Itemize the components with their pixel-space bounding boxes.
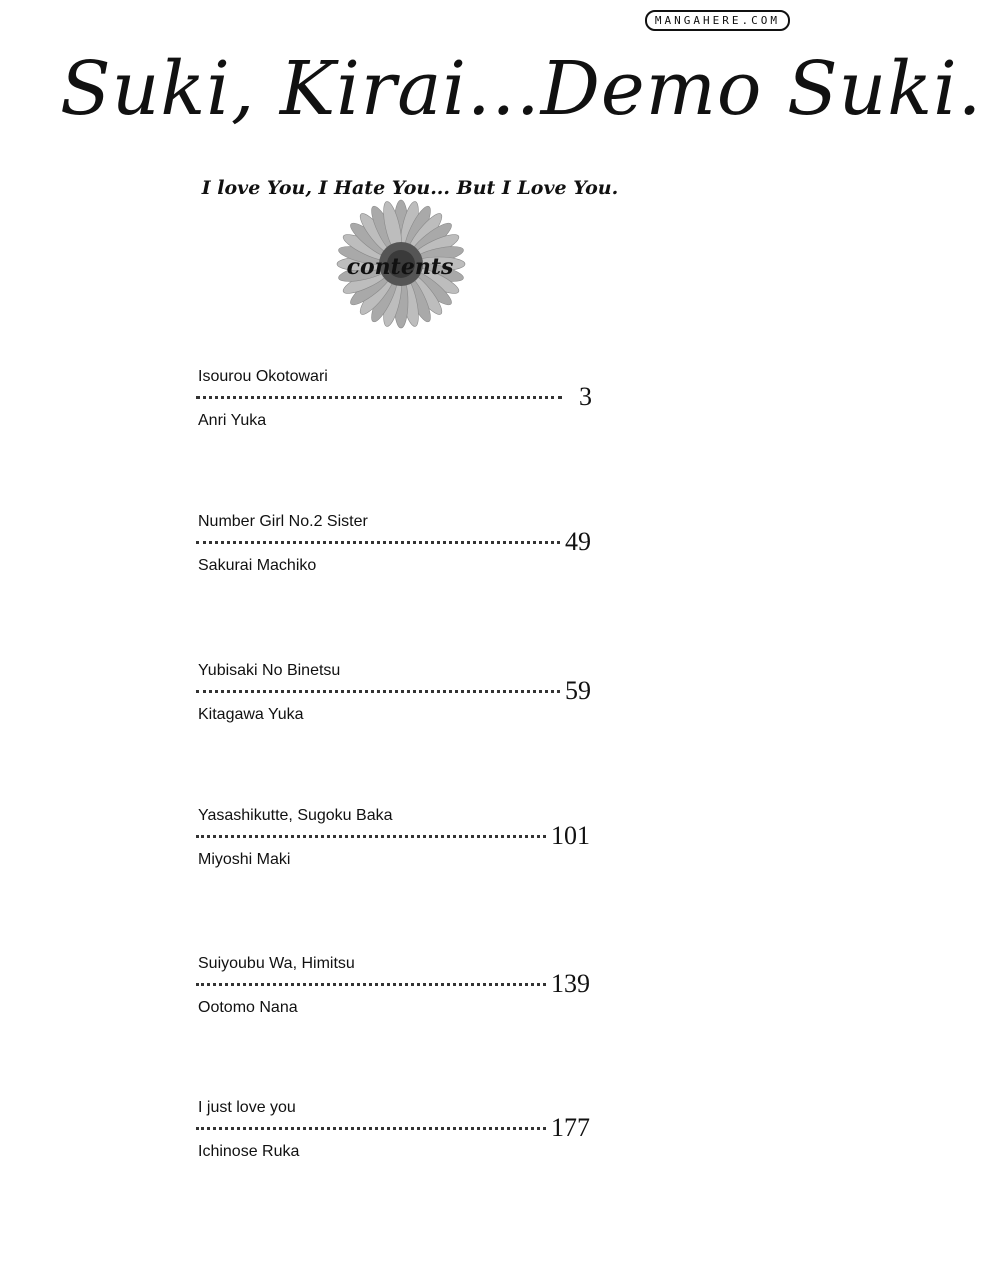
page-number: 3: [579, 382, 592, 411]
entry-author: Ichinose Ruka: [198, 1143, 300, 1160]
entry-title: I just love you: [198, 1099, 296, 1116]
toc-entry[interactable]: [196, 807, 600, 877]
entry-author: Anri Yuka: [198, 412, 267, 429]
dot-leader: [196, 541, 560, 546]
entry-author: Sakurai Machiko: [198, 557, 317, 574]
dot-leader: [196, 835, 546, 840]
entry-author: Kitagawa Yuka: [198, 706, 304, 723]
toc-entry[interactable]: [196, 513, 600, 583]
toc-entry[interactable]: [196, 1099, 600, 1169]
entry-author: Ootomo Nana: [198, 999, 298, 1016]
page-number: 49: [565, 527, 591, 556]
entry-title: Suiyoubu Wa, Himitsu: [198, 955, 355, 972]
entry-title: Yubisaki No Binetsu: [198, 662, 341, 679]
dot-leader: [196, 690, 560, 695]
book-subtitle: I love You, I Hate You... But I Love You.: [201, 177, 619, 199]
toc-entry[interactable]: [196, 955, 600, 1025]
entry-title: Isourou Okotowari: [198, 368, 328, 385]
entry-title: Number Girl No.2 Sister: [198, 513, 368, 530]
site-watermark: MANGAHERE.COM: [645, 10, 790, 31]
book-title: Suki, Kirai...Demo Suki.: [60, 46, 982, 132]
page-number: 139: [551, 969, 590, 998]
entry-author: Miyoshi Maki: [198, 851, 291, 868]
dot-leader: [196, 396, 562, 401]
page-number: 101: [551, 821, 590, 850]
toc-entry[interactable]: [196, 662, 600, 732]
dot-leader: [196, 1127, 546, 1132]
toc-entry[interactable]: [196, 368, 600, 438]
dot-leader: [196, 983, 546, 988]
contents-heading: contents: [346, 254, 454, 280]
page-number: 177: [551, 1113, 590, 1142]
entry-title: Yasashikutte, Sugoku Baka: [198, 807, 393, 824]
page-number: 59: [565, 676, 591, 705]
